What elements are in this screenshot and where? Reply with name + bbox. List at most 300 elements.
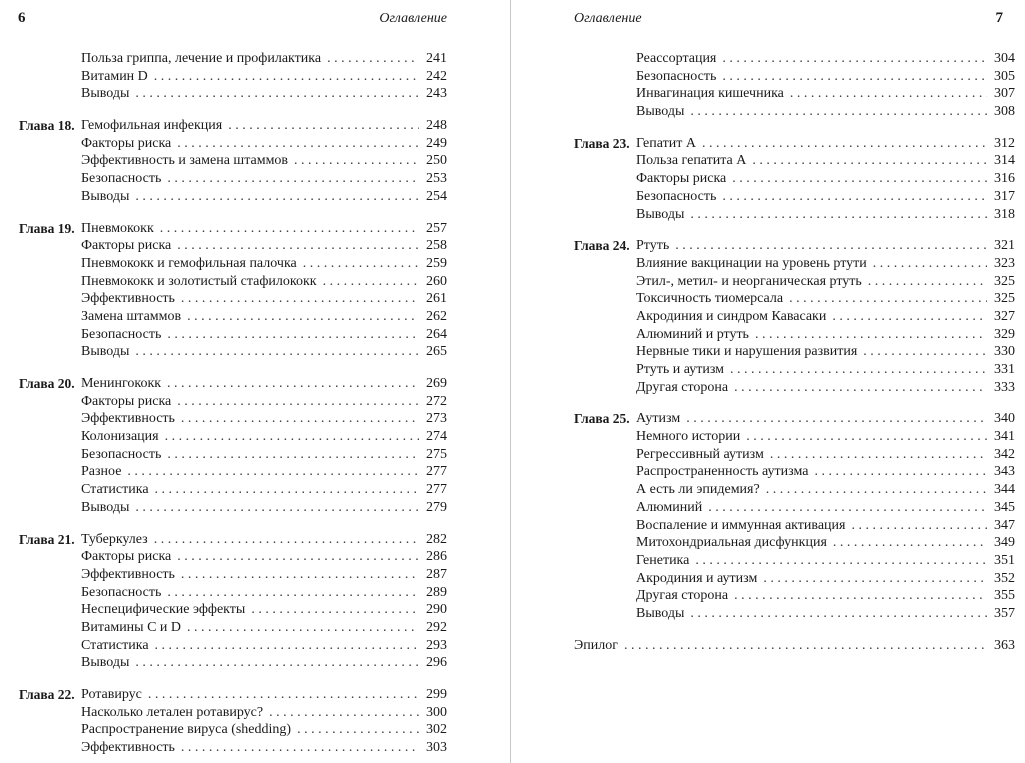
toc-entry-body: [636, 326, 1015, 344]
entry-page-number: 329: [994, 326, 1015, 342]
entry-title: Пневмококк: [81, 220, 160, 238]
dot-leader: [167, 326, 419, 344]
toc-entry: [19, 704, 447, 722]
entry-title: Безопасность: [81, 326, 167, 344]
dot-leader: [752, 152, 987, 170]
toc-entry-body: [636, 85, 1015, 103]
entry-title: Факторы риска: [81, 237, 177, 255]
dot-leader: [851, 517, 987, 535]
entry-page-number: 323: [994, 255, 1015, 271]
entry-page-number: 352: [994, 570, 1015, 586]
dot-leader: [722, 68, 987, 86]
toc-chapter-line: [574, 135, 1015, 153]
toc-entry-body: [81, 290, 447, 308]
entry-page-number: 341: [994, 429, 1015, 445]
entry-title: Алюминий и ртуть: [636, 326, 755, 344]
toc-entry: [19, 343, 447, 361]
entry-page-number: 277: [426, 464, 447, 480]
entry-page-number: 355: [994, 588, 1015, 604]
toc-entry-body: [81, 220, 447, 238]
entry-page-number: 265: [426, 344, 447, 360]
toc-entry: [574, 428, 1015, 446]
dot-leader: [690, 206, 987, 224]
toc-entry-body: [636, 255, 1015, 273]
entry-title: Разное: [81, 463, 127, 481]
toc-entry: [19, 188, 447, 206]
entry-page-number: 287: [426, 566, 447, 582]
entry-page-number: 282: [426, 531, 447, 547]
entry-title: Нервные тики и нарушения развития: [636, 343, 863, 361]
running-header: Оглавление: [379, 11, 447, 26]
entry-page-number: 305: [994, 68, 1015, 84]
entry-page-number: 292: [426, 619, 447, 635]
toc-entry-body: [81, 255, 447, 273]
entry-page-number: 343: [994, 464, 1015, 480]
entry-title: Митохондриальная дисфункция: [636, 534, 833, 552]
dot-leader: [181, 290, 419, 308]
dot-leader: [722, 188, 987, 206]
dot-leader: [789, 290, 987, 308]
entry-page-number: 257: [426, 220, 447, 236]
entry-title: Выводы: [636, 605, 690, 623]
entry-title: Безопасность: [81, 446, 167, 464]
entry-page-number: 243: [426, 86, 447, 102]
entry-title: Статистика: [81, 637, 155, 655]
dot-leader: [181, 739, 419, 757]
toc-chapter-line: [19, 220, 447, 238]
dot-leader: [734, 587, 987, 605]
entry-title: Эпилог: [574, 637, 624, 655]
entry-page-number: 330: [994, 344, 1015, 360]
dot-leader: [167, 584, 419, 602]
toc-entry: [574, 85, 1015, 103]
toc-entry: [574, 499, 1015, 517]
toc-entry: [574, 308, 1015, 326]
entry-title: Реассортация: [636, 50, 722, 68]
toc-entry: [19, 566, 447, 584]
entry-title: Эффективность: [81, 566, 181, 584]
entry-title: Инвагинация кишечника: [636, 85, 790, 103]
entry-page-number: 269: [426, 376, 447, 391]
entry-title: Аутизм: [636, 410, 686, 428]
dot-leader: [690, 605, 987, 623]
entry-title: Факторы риска: [636, 170, 732, 188]
toc-entry: [19, 619, 447, 637]
entry-page-number: 347: [994, 517, 1015, 533]
toc-entry: [574, 605, 1015, 623]
entry-title: Безопасность: [81, 584, 167, 602]
toc-entry: [574, 50, 1015, 68]
entry-title: Безопасность: [636, 68, 722, 86]
dot-leader: [734, 379, 987, 397]
entry-page-number: 241: [426, 51, 447, 66]
entry-page-number: 289: [426, 584, 447, 600]
toc-entry: [19, 152, 447, 170]
toc-entry: [19, 584, 447, 602]
entry-page-number: 317: [994, 188, 1015, 204]
entry-page-number: 342: [994, 446, 1015, 462]
toc-chapter-line: [19, 117, 447, 135]
dot-leader: [675, 237, 987, 255]
running-header: Оглавление: [574, 11, 642, 26]
entry-page-number: 254: [426, 188, 447, 204]
toc-entry-body: [636, 361, 1015, 379]
entry-page-number: 293: [426, 637, 447, 653]
entry-title: Выводы: [81, 188, 135, 206]
dot-leader: [323, 273, 419, 291]
toc-entry-body: [636, 188, 1015, 206]
dot-leader: [181, 410, 419, 428]
toc-entry: [19, 273, 447, 291]
toc-entry-body: [636, 206, 1015, 224]
toc-entry: [574, 552, 1015, 570]
toc-entry-body: [81, 619, 447, 637]
toc-entry-body: [81, 566, 447, 584]
dot-leader: [690, 103, 987, 121]
toc-entry-body: [81, 721, 447, 739]
toc-entry-body: [636, 135, 1015, 153]
toc-entry-body: [636, 463, 1015, 481]
entry-title: Статистика: [81, 481, 155, 499]
page-gutter: [510, 0, 511, 763]
entry-page-number: 259: [426, 255, 447, 271]
toc-entry-body: [81, 117, 447, 135]
chapter-label: Глава 24.: [574, 238, 630, 254]
toc-entry-body: [636, 50, 1015, 68]
toc-entry-body: [636, 237, 1015, 255]
toc-entry: [574, 587, 1015, 605]
dot-leader: [187, 619, 419, 637]
entry-page-number: 316: [994, 171, 1015, 187]
toc-entry-body: [81, 50, 447, 68]
dot-leader: [228, 117, 419, 135]
dot-leader: [763, 570, 987, 588]
entry-title: Другая сторона: [636, 587, 734, 605]
toc-entry-body: [636, 290, 1015, 308]
toc-entry-body: [636, 308, 1015, 326]
toc-entry-body: [81, 637, 447, 655]
toc-entry: [19, 85, 447, 103]
toc-entry: [574, 481, 1015, 499]
entry-page-number: 302: [426, 722, 447, 738]
dot-leader: [167, 446, 419, 464]
entry-page-number: 275: [426, 446, 447, 462]
dot-leader: [251, 601, 419, 619]
page-number: 7: [995, 10, 1003, 26]
toc-entry-body: [81, 446, 447, 464]
toc-entry: [19, 410, 447, 428]
dot-leader: [135, 654, 419, 672]
entry-title: Выводы: [81, 499, 135, 517]
entry-title: Насколько летален ротавирус?: [81, 704, 269, 722]
entry-page-number: 331: [994, 362, 1015, 377]
entry-title: Алюминий: [636, 499, 708, 517]
entry-title: Польза гриппа, лечение и профилактика: [81, 50, 327, 68]
entry-page-number: 327: [994, 308, 1015, 324]
toc-entry-body: [81, 704, 447, 722]
entry-page-number: 274: [426, 429, 447, 445]
toc-entry: [19, 170, 447, 188]
toc-entry: [574, 379, 1015, 397]
entry-title: Эффективность и замена штаммов: [81, 152, 294, 170]
chapter-label: Глава 18.: [19, 118, 75, 134]
toc-chapter-line: [19, 375, 447, 393]
toc-entry: [574, 463, 1015, 481]
dot-leader: [165, 428, 419, 446]
entry-page-number: 304: [994, 51, 1015, 66]
dot-leader: [297, 721, 419, 739]
toc-entry: [19, 50, 447, 68]
dot-leader: [746, 428, 987, 446]
toc-entry: [574, 343, 1015, 361]
entry-page-number: 344: [994, 482, 1015, 498]
dot-leader: [155, 637, 419, 655]
entry-page-number: 312: [994, 135, 1015, 151]
toc-entry-body: [81, 273, 447, 291]
dot-leader: [269, 704, 419, 722]
toc-chapter-line: [19, 686, 447, 704]
toc-entry-body: [636, 605, 1015, 623]
left-page: [0, 0, 511, 763]
entry-page-number: 303: [426, 740, 447, 756]
right-page: [512, 0, 1025, 763]
entry-page-number: 357: [994, 605, 1015, 621]
toc-entry-body: [636, 68, 1015, 86]
toc-entry: [574, 517, 1015, 535]
toc-entry: [19, 308, 447, 326]
entry-title: Генетика: [636, 552, 695, 570]
toc-entry: [19, 463, 447, 481]
entry-page-number: 260: [426, 273, 447, 289]
entry-title: Замена штаммов: [81, 308, 187, 326]
toc-entry-body: [81, 548, 447, 566]
entry-title: Другая сторона: [636, 379, 734, 397]
dot-leader: [814, 463, 987, 481]
toc-entry-body: [574, 637, 1015, 655]
dot-leader: [135, 499, 419, 517]
entry-title: Акродиния и аутизм: [636, 570, 763, 588]
toc-entry-body: [81, 686, 447, 704]
entry-page-number: 325: [994, 273, 1015, 289]
entry-page-number: 349: [994, 535, 1015, 551]
entry-page-number: 253: [426, 171, 447, 187]
toc-entry: [574, 152, 1015, 170]
toc-entry: [19, 446, 447, 464]
dot-leader: [708, 499, 987, 517]
entry-title: Выводы: [81, 654, 135, 672]
dot-leader: [160, 220, 419, 238]
entry-title: Выводы: [81, 85, 135, 103]
entry-title: Туберкулез: [81, 531, 154, 549]
entry-title: Ротавирус: [81, 686, 148, 704]
entry-title: Менингококк: [81, 375, 167, 393]
dot-leader: [135, 85, 419, 103]
toc-entry: [19, 68, 447, 86]
entry-page-number: 279: [426, 499, 447, 515]
entry-page-number: 333: [994, 379, 1015, 395]
toc-entry: [19, 739, 447, 757]
toc-entry-body: [81, 428, 447, 446]
entry-page-number: 264: [426, 326, 447, 342]
toc-entry-body: [81, 375, 447, 393]
toc-entry: [574, 534, 1015, 552]
dot-leader: [722, 50, 987, 68]
entry-title: Факторы риска: [81, 135, 177, 153]
toc-entry-body: [636, 410, 1015, 428]
entry-title: Распространенность аутизма: [636, 463, 814, 481]
entry-title: Витамин D: [81, 68, 154, 86]
toc-entry: [574, 103, 1015, 121]
dot-leader: [702, 135, 987, 153]
toc-entry-body: [81, 584, 447, 602]
dot-leader: [770, 446, 987, 464]
toc-entry-body: [81, 343, 447, 361]
toc-entry: [574, 361, 1015, 379]
toc-entry: [574, 637, 1015, 655]
toc-entry: [574, 570, 1015, 588]
toc-chapter-line: [574, 237, 1015, 255]
toc-entry-body: [81, 393, 447, 411]
chapter-label: Глава 25.: [574, 411, 630, 427]
dot-leader: [327, 50, 419, 68]
toc-entry-body: [81, 188, 447, 206]
chapter-label: Глава 21.: [19, 531, 75, 547]
toc-entry: [19, 654, 447, 672]
toc-entry-body: [636, 170, 1015, 188]
toc-entry: [19, 601, 447, 619]
entry-title: Гемофильная инфекция: [81, 117, 228, 135]
toc-chapter-line: [574, 410, 1015, 428]
entry-title: Пневмококк и золотистый стафилококк: [81, 273, 323, 291]
toc-entry-body: [81, 152, 447, 170]
toc-entry-body: [636, 103, 1015, 121]
entry-page-number: 277: [426, 482, 447, 498]
dot-leader: [868, 273, 987, 291]
entry-page-number: 261: [426, 291, 447, 307]
toc-entry-body: [81, 135, 447, 153]
toc-entry-body: [636, 517, 1015, 535]
entry-title: Польза гепатита А: [636, 152, 752, 170]
entry-page-number: 242: [426, 68, 447, 84]
entry-title: Безопасность: [636, 188, 722, 206]
dot-leader: [686, 410, 987, 428]
toc-entry: [19, 637, 447, 655]
entry-page-number: 296: [426, 655, 447, 671]
entry-title: А есть ли эпидемия?: [636, 481, 766, 499]
entry-title: Гепатит А: [636, 135, 702, 153]
dot-leader: [863, 343, 987, 361]
toc-entry-body: [81, 326, 447, 344]
toc-entry-body: [636, 343, 1015, 361]
entry-page-number: 308: [994, 104, 1015, 120]
table-of-contents: [19, 50, 447, 757]
toc-entry-body: [81, 739, 447, 757]
toc-entry: [574, 446, 1015, 464]
chapter-label: Глава 20.: [19, 376, 75, 391]
dot-leader: [167, 170, 419, 188]
entry-page-number: 318: [994, 206, 1015, 222]
toc-chapter-line: [19, 531, 447, 549]
dot-leader: [730, 361, 987, 379]
toc-entry: [19, 548, 447, 566]
entry-title: Этил-, метил- и неорганическая ртуть: [636, 273, 868, 291]
dot-leader: [177, 393, 419, 411]
dot-leader: [148, 686, 419, 704]
entry-page-number: 345: [994, 499, 1015, 515]
entry-title: Безопасность: [81, 170, 167, 188]
dot-leader: [187, 308, 419, 326]
entry-title: Эффективность: [81, 410, 181, 428]
entry-title: Воспаление и иммунная активация: [636, 517, 851, 535]
entry-page-number: 250: [426, 153, 447, 169]
entry-page-number: 248: [426, 118, 447, 134]
dot-leader: [624, 637, 987, 655]
entry-title: Выводы: [81, 343, 135, 361]
entry-title: Колонизация: [81, 428, 165, 446]
toc-entry-body: [81, 237, 447, 255]
entry-page-number: 307: [994, 86, 1015, 102]
entry-title: Неспецифические эффекты: [81, 601, 251, 619]
toc-entry: [19, 393, 447, 411]
entry-page-number: 300: [426, 704, 447, 720]
entry-title: Эффективность: [81, 290, 181, 308]
entry-title: Токсичность тиомерсала: [636, 290, 789, 308]
dot-leader: [135, 188, 419, 206]
entry-page-number: 262: [426, 308, 447, 324]
entry-title: Пневмококк и гемофильная палочка: [81, 255, 303, 273]
entry-page-number: 314: [994, 153, 1015, 169]
entry-page-number: 340: [994, 411, 1015, 427]
toc-entry: [19, 499, 447, 517]
toc-entry: [19, 135, 447, 153]
entry-title: Ртуть: [636, 237, 675, 255]
toc-entry-body: [636, 273, 1015, 291]
dot-leader: [294, 152, 419, 170]
toc-entry-body: [81, 481, 447, 499]
page-number: 6: [18, 10, 26, 26]
entry-title: Влияние вакцинации на уровень ртути: [636, 255, 873, 273]
toc-entry: [574, 68, 1015, 86]
dot-leader: [155, 481, 419, 499]
chapter-label: Глава 22.: [19, 687, 75, 702]
entry-page-number: 258: [426, 238, 447, 254]
entry-page-number: 286: [426, 549, 447, 565]
toc-entry-body: [636, 481, 1015, 499]
dot-leader: [181, 566, 419, 584]
toc-entry-body: [636, 570, 1015, 588]
entry-page-number: 290: [426, 602, 447, 618]
dot-leader: [135, 343, 419, 361]
entry-page-number: 351: [994, 552, 1015, 568]
toc-entry: [19, 428, 447, 446]
toc-entry: [19, 721, 447, 739]
entry-title: Ртуть и аутизм: [636, 361, 730, 379]
entry-title: Выводы: [636, 103, 690, 121]
toc-entry: [574, 170, 1015, 188]
entry-title: Факторы риска: [81, 393, 177, 411]
dot-leader: [177, 548, 419, 566]
toc-entry-body: [636, 152, 1015, 170]
entry-page-number: 321: [994, 238, 1015, 254]
entry-title: Распространение вируса (shedding): [81, 721, 297, 739]
toc-entry-body: [636, 552, 1015, 570]
dot-leader: [695, 552, 987, 570]
dot-leader: [154, 68, 419, 86]
toc-entry: [574, 290, 1015, 308]
toc-entry-body: [636, 499, 1015, 517]
entry-page-number: 325: [994, 291, 1015, 307]
entry-page-number: 299: [426, 687, 447, 702]
